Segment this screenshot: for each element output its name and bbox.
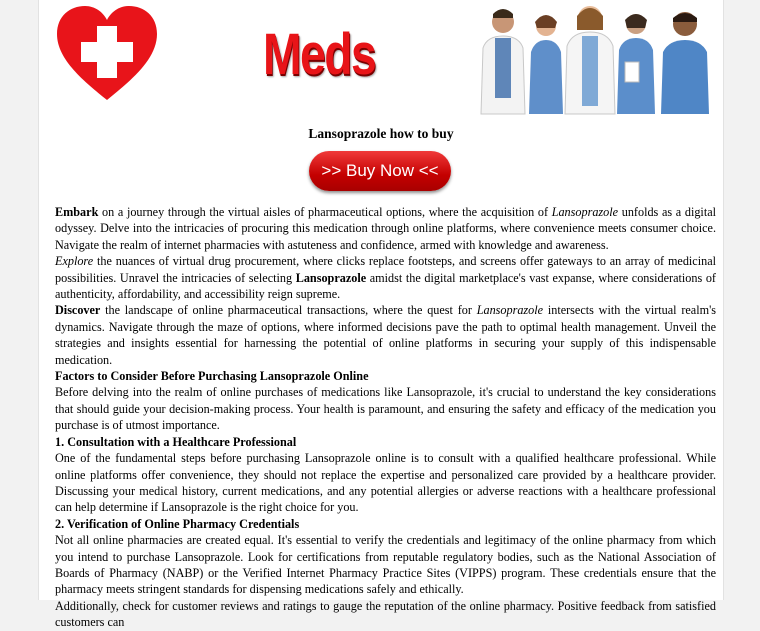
lead-word: Explore (55, 254, 94, 269)
medical-team-photo (479, 0, 717, 114)
brand-logo-text[interactable]: Meds (263, 22, 376, 87)
intro-paragraph-3 (55, 302, 716, 368)
intro-paragraph-2 (55, 253, 716, 302)
red-heart-cross-icon[interactable] (55, 4, 159, 102)
lead-word: Discover (55, 303, 101, 318)
paragraph-text: on a journey through the virtual aisles of pharmaceutical options, where the acquisition of (98, 205, 552, 219)
page-container (38, 0, 724, 630)
paragraph-text: the landscape of online pharmaceutical transactions, where the quest for (100, 303, 477, 318)
buy-now-button[interactable]: >> Buy Now << (309, 151, 451, 191)
paragraph-text: intersects with the virtual realm's dynamics. Navigate through the maze of options, where informed decisions pave the path to optimal health management. Unveil the strategies and insights essential for harnessing the potential of online platforms in securing your supply of this indispensable medication. (55, 303, 717, 367)
drug-name: Lansoprazole (476, 303, 544, 318)
drug-name: Lansoprazole (551, 205, 619, 219)
paragraph-text: amidst the digital marketplace's vast expanse, where considerations of authenticity, affordability, and accessibility reign supreme. (55, 270, 716, 302)
section-text-consultation: One of the fundamental steps before purchasing Lansoprazole online is to consult with a qualified healthcare professional. While online platforms offer convenience, they should not replace the expertise and personalized care provided by a healthcare provider. Discussing your medical history, current medications, and any potential allergies or adverse reactions with a healthcare professional can help determine if Lansoprazole is the right choice for you. (55, 451, 716, 515)
section-heading-consultation: 1. Consultation with a Healthcare Professional (55, 434, 297, 449)
article-body (55, 204, 716, 631)
factors-heading: Factors to Consider Before Purchasing Lansoprazole Online (55, 369, 369, 384)
drug-name: Lansoprazole (295, 270, 367, 285)
section-heading-verification: 2. Verification of Online Pharmacy Credentials (55, 516, 300, 531)
lead-word: Embark (55, 205, 99, 219)
section-text-verification: Not all online pharmacies are created equal. It's essential to verify the credentials and legitimacy of the online pharmacy from which you intend to purchase Lansoprazole. Look for certifications from reputable regulatory bodies, such as the National Association of Boards of Pharmacy (NABP) or the Verified Internet Pharmacy Practice Sites (VIPPS) program. These credentials ensure that the pharmacy meets stringent standards for dispensing medications safely and ethically. (55, 533, 716, 597)
section-text-reviews: Additionally, check for customer reviews and ratings to gauge the reputation of the online pharmacy. Positive feedback from satisfied customers can (55, 598, 716, 630)
paragraph-text: unfolds as a digital odyssey. Delve into the intricacies of procuring this medication through online platforms, where convenience meets consumer choice. Navigate the realm of internet pharmacies with astuteness and confidence, armed with knowledge and awareness. (55, 205, 716, 252)
factors-intro: Before delving into the realm of online purchases of medications like Lansoprazole, it's crucial to understand the key considerations that should guide your decision-making process. Your health is paramount, and ensuring the safety and efficacy of the medication you purchase is of utmost importance. (55, 385, 716, 433)
page-title: Lansoprazole how to buy (308, 126, 454, 141)
intro-paragraph-1 (55, 204, 716, 253)
paragraph-text: the nuances of virtual drug procurement, where clicks replace footsteps, and screens offer gateways to an array of medicinal possibilities. Unravel the intricacies of selecting (55, 254, 716, 285)
site-header (39, 0, 723, 118)
